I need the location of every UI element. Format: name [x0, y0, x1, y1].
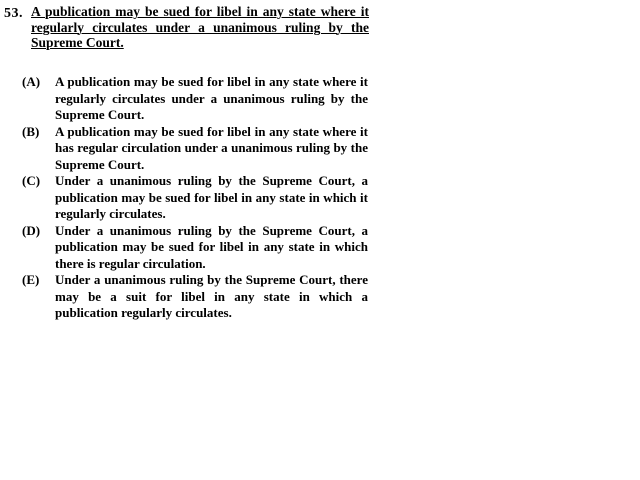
- choice-text: Under a unanimous ruling by the Supreme Court, a publication may be sued for libel in any state in which it regularly circulates.: [55, 173, 368, 221]
- choice-text: Under a unanimous ruling by the Supreme Court, a publication may be sued for libel in any state in which there is regular circulation.: [55, 222, 368, 271]
- choice-letter: (C): [22, 173, 41, 188]
- question-stem: A publication may be sued for libel in any state where it regularly circulates under a unanimous ruling by the Supreme Court.: [31, 4, 369, 50]
- answer-choices: [22, 74, 368, 322]
- choice-letter: (A): [22, 74, 41, 89]
- answer-choice-b: [22, 124, 368, 174]
- choice-letter: (B): [22, 123, 40, 139]
- choice-letter: (E): [22, 272, 40, 287]
- question-number: 53.: [4, 6, 23, 21]
- choice-text: Under a unanimous ruling by the Supreme Court, there may be a suit for libel in any state in which a publication regularly circulates.: [55, 272, 368, 320]
- choice-text: A publication may be sued for libel in any state where it has regular circulation under a unanimous ruling by the Supreme Court.: [55, 123, 368, 172]
- answer-choice-c: [22, 173, 368, 223]
- choice-letter: (D): [22, 222, 41, 238]
- answer-choice-d: [22, 223, 368, 273]
- choice-text: A publication may be sued for libel in any state where it regularly circulates under a unanimous ruling by the Supreme Court.: [55, 74, 368, 122]
- answer-choice-e: [22, 272, 368, 322]
- answer-choice-a: [22, 74, 368, 124]
